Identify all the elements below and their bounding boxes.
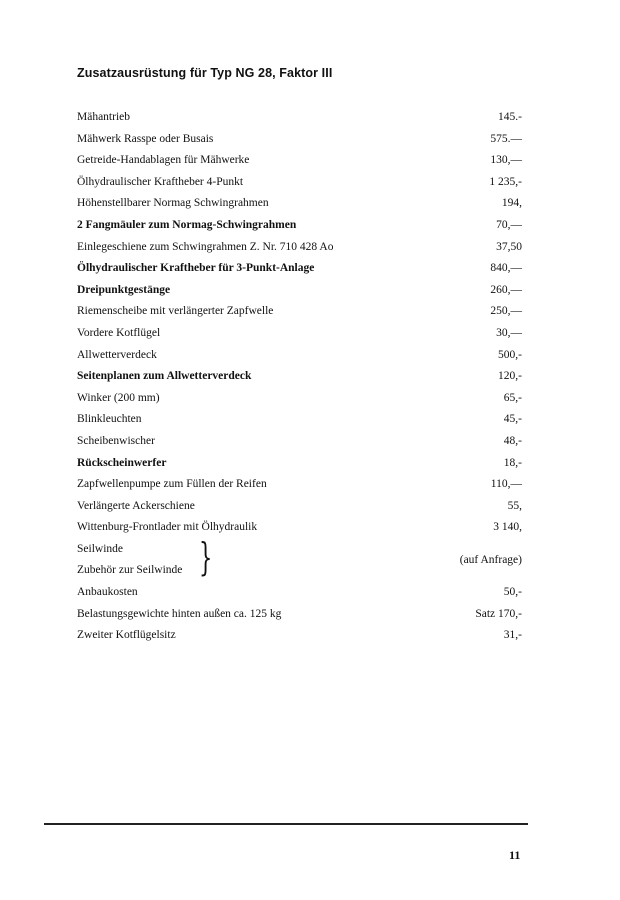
item-price: 55, bbox=[507, 499, 522, 512]
list-item bbox=[77, 348, 522, 370]
list-item bbox=[77, 196, 522, 218]
item-price: 260,— bbox=[490, 283, 522, 296]
item-price: 840,— bbox=[490, 262, 522, 275]
item-price: 45,- bbox=[503, 413, 522, 426]
item-price: 18,- bbox=[503, 456, 522, 469]
item-price: 145.- bbox=[498, 111, 522, 123]
item-label: Belastungsgewichte hinten außen ca. 125 kg bbox=[77, 607, 282, 620]
list-item bbox=[77, 369, 522, 391]
item-label: Anbaukosten bbox=[77, 586, 138, 599]
item-price: 194, bbox=[501, 197, 522, 210]
item-label: Ölhydraulischer Kraftheber 4-Punkt bbox=[77, 175, 244, 188]
item-label: Getreide-Handablagen für Mähwerke bbox=[77, 154, 250, 167]
on-request-note: (auf Anfrage) bbox=[459, 553, 522, 566]
item-price: 250,— bbox=[490, 305, 522, 318]
list-item bbox=[77, 283, 522, 305]
item-price: 575.— bbox=[490, 132, 522, 145]
item-price: 110,— bbox=[490, 478, 522, 491]
seilwinde-group bbox=[77, 534, 522, 585]
item-price: 37,50 bbox=[496, 240, 522, 253]
list-item bbox=[77, 218, 522, 240]
item-label: Mähwerk Rasspe oder Busais bbox=[77, 132, 214, 145]
item-label: Seitenplanen zum Allwetterverdeck bbox=[77, 370, 252, 383]
page-number: 11 bbox=[509, 848, 521, 862]
item-label: Verlängerte Ackerschiene bbox=[77, 499, 195, 512]
item-label: Mähantrieb bbox=[77, 111, 131, 123]
item-label: Zapfwellenpumpe zum Füllen der Reifen bbox=[77, 478, 267, 491]
item-price: 120,- bbox=[498, 370, 522, 383]
item-label: Dreipunktgestänge bbox=[77, 283, 171, 296]
item-price: 3 140, bbox=[493, 521, 522, 534]
page-title: Zusatzausrüstung für Typ NG 28, Faktor III bbox=[77, 66, 333, 80]
curly-brace-icon: } bbox=[199, 534, 213, 579]
item-label: Allwetterverdeck bbox=[77, 348, 157, 361]
item-label: Höhenstellbarer Normag Schwingrahmen bbox=[77, 197, 269, 210]
item-label: Einlegeschiene zum Schwingrahmen Z. Nr. 710 428 Ao bbox=[77, 240, 334, 253]
list-item bbox=[77, 240, 522, 262]
list-item bbox=[77, 175, 522, 197]
item-label: Seilwinde bbox=[77, 542, 123, 555]
list-item bbox=[77, 607, 522, 629]
list-item bbox=[77, 585, 522, 607]
item-label: Ölhydraulischer Kraftheber für 3-Punkt-Anlage bbox=[77, 262, 315, 275]
price-list bbox=[77, 110, 522, 650]
item-label: Scheibenwischer bbox=[77, 434, 155, 447]
item-label: Zubehör zur Seilwinde bbox=[77, 564, 183, 577]
list-item bbox=[77, 520, 522, 542]
item-price: 65,- bbox=[503, 391, 522, 404]
list-item bbox=[77, 434, 522, 456]
list-item bbox=[77, 326, 522, 348]
item-price: 30,— bbox=[496, 326, 522, 339]
item-price: Satz 170,- bbox=[475, 607, 522, 620]
item-price: 70,— bbox=[496, 218, 522, 231]
item-label: Blinkleuchten bbox=[77, 413, 142, 426]
footer-divider bbox=[44, 823, 528, 825]
list-item bbox=[77, 456, 522, 478]
item-price: 1 235,- bbox=[489, 175, 522, 188]
item-label: 2 Fangmäuler zum Normag-Schwingrahmen bbox=[77, 218, 297, 231]
list-item bbox=[77, 628, 522, 650]
item-label: Rückscheinwerfer bbox=[77, 456, 167, 469]
item-price: 50,- bbox=[503, 586, 522, 599]
list-item bbox=[77, 132, 522, 154]
item-label: Winker (200 mm) bbox=[77, 391, 160, 404]
item-price: 48,- bbox=[503, 434, 522, 447]
item-label: Vordere Kotflügel bbox=[77, 326, 161, 339]
list-item bbox=[77, 304, 522, 326]
item-label: Wittenburg-Frontlader mit Ölhydraulik bbox=[77, 521, 258, 534]
list-item bbox=[77, 110, 522, 132]
item-label: Riemenscheibe mit verlängerter Zapfwelle bbox=[77, 305, 274, 318]
list-item bbox=[77, 391, 522, 413]
item-price: 31,- bbox=[503, 629, 522, 642]
item-label: Zweiter Kotflügelsitz bbox=[77, 629, 176, 642]
item-price: 130,— bbox=[490, 154, 522, 167]
list-item bbox=[77, 261, 522, 283]
list-item bbox=[77, 412, 522, 434]
list-item bbox=[77, 499, 522, 521]
list-item bbox=[77, 153, 522, 175]
list-item bbox=[77, 477, 522, 499]
item-price: 500,- bbox=[498, 348, 522, 361]
